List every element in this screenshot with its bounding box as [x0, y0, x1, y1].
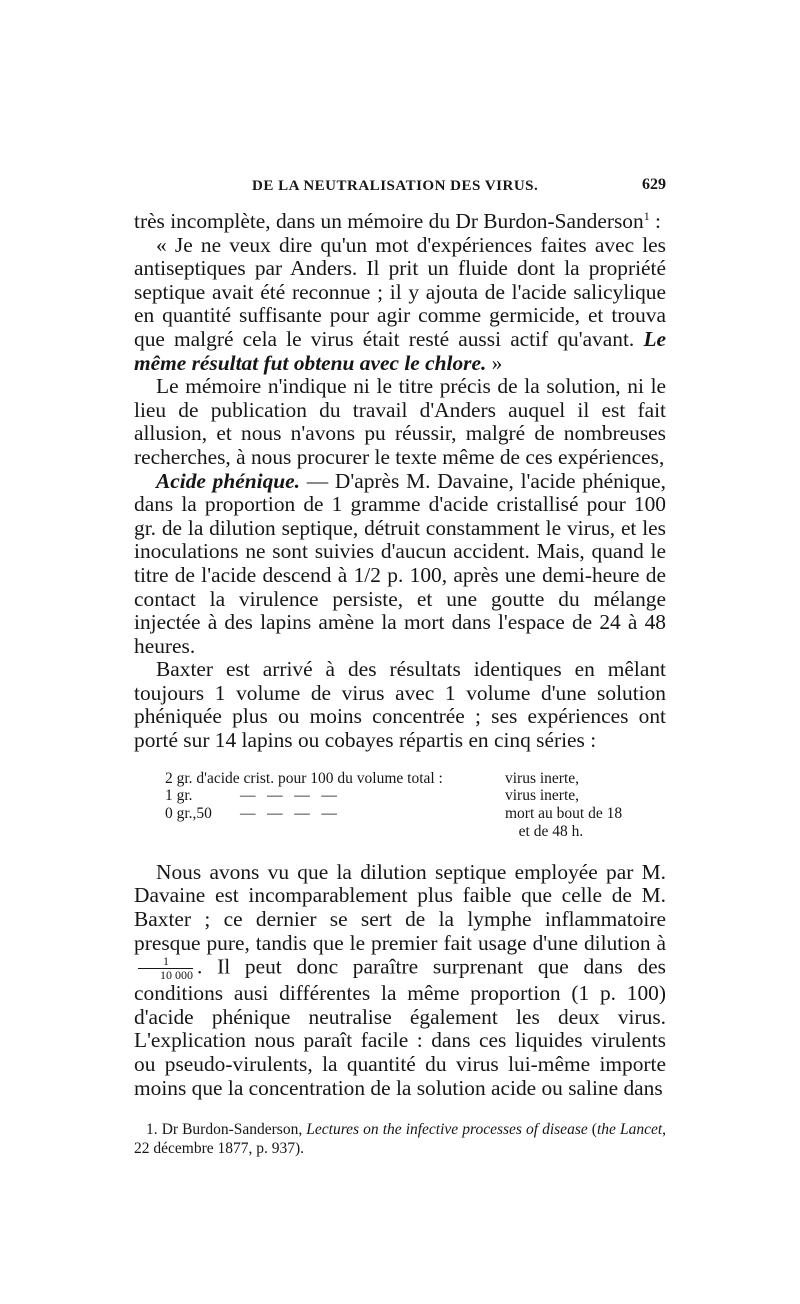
table-cell-result: et de 48 h. — [518, 823, 584, 841]
paragraph-text: : — [649, 209, 661, 233]
paragraph-text: Nous avons vu que la dilution septique employée par M. Davaine est incomparablement plus faible que celle de M. Baxter ; ce dernier se sert de la lymphe inflammatoire presque pure, tandis que le premier fait usage d'une dilution à — [134, 859, 666, 955]
footnote-text: 1. Dr Burdon-Sanderson, Lectures on the infective processes of disease (the Lancet, 22 décembre 1877, p. 937). — [134, 1121, 667, 1158]
table-row — [165, 770, 666, 788]
paragraph: Baxter est arrivé à des résultats identiques en mêlant toujours 1 volume de virus avec 1 volume d'une solution phéniquée plus ou moins concentrée ; ses expériences ont porté sur 14 lapins ou cobayes répartis en cinq séries : — [134, 657, 666, 753]
quotation-paragraph — [134, 234, 666, 376]
section-paragraph-acide-phenique — [134, 470, 666, 659]
footnote-author: Dr Burdon-Sanderson, — [161, 1121, 303, 1139]
paragraph: Le mémoire n'indique ni le titre précis de la solution, ni le lieu de publication du travail d'Anders auquel il est fait allusion, et nous n'avons pu réussir, malgré de nombreuses recherches, à nous procurer le texte même de ces expériences, — [134, 374, 666, 469]
table-row — [165, 787, 666, 805]
table-cell-label — [165, 823, 519, 841]
quotation-close: » — [486, 350, 503, 375]
running-header — [134, 170, 666, 210]
footnote — [134, 1120, 666, 1158]
footnote-source: the Lancet — [596, 1121, 663, 1139]
paragraph — [134, 861, 666, 1100]
body-text — [134, 210, 666, 1100]
quotation-italic-text: Le même résultat fut obtenu avec le chlore. — [134, 326, 666, 375]
paragraph-text: — D'après M. Davaine, l'acide phénique, dans la proportion de 1 gramme d'acide cristallisé pour 100 gr. de la dilution septique, détruit constamment le virus, et les inoculations ne sont suivies d'aucun accident. Mais, quand le titre de l'acide descend à 1/2 p. 100, après une demi-heure de contact la virulence persiste, et une goutte du mélange injectée à des lapins amène la mort dans l'espace de 24 à 48 heures. — [134, 468, 667, 658]
paragraph-continuation — [134, 210, 666, 234]
book-page — [134, 170, 666, 1158]
fraction — [138, 955, 193, 982]
footnote-number: 1. — [146, 1121, 158, 1139]
footnote-source-details: , 22 décembre 1877, p. 937). — [134, 1121, 667, 1158]
section-heading-italic: Acide phénique. — [156, 468, 301, 493]
table-cell-dashes: — — — — — [240, 805, 337, 823]
paragraph-text: . Il peut donc paraître surprenant que dans des conditions ausi différentes la même proportion (1 p. 100) d'acide phénique neutralise également les deux virus. L'explication nous paraît facile : dans ces liquides virulents ou pseudo-virulents, la quantité du virus lui-même importe moins que la concentration de la solution acide ou saline dans — [134, 954, 666, 1100]
table-cell-result: virus inerte, — [505, 787, 580, 805]
page-number: 629 — [642, 176, 666, 193]
quotation-text: « Je ne veux dire qu'un mot d'expériences faites avec les antiseptiques par Anders. Il prit un fluide dont la propriété septique avait été reconnue ; il y ajouta de l'acide salicylique en quantité suffisante pour agir comme germicide, et trouva que malgré cela le virus était resté aussi actif qu'avant. — [134, 232, 666, 351]
table-cell-label: 1 gr. — [165, 787, 193, 805]
fraction-numerator: 1 — [138, 955, 193, 969]
table-cell-result: virus inerte, — [505, 769, 580, 787]
table-row — [165, 823, 666, 841]
running-title: DE LA NEUTRALISATION DES VIRUS. — [252, 178, 539, 194]
footnote-reference: 1 — [643, 208, 650, 223]
table-cell-dashes: — — — — — [240, 787, 337, 805]
table-cell-label: 0 gr.,50 — [165, 805, 212, 823]
table-cell-result: mort au bout de 18 — [505, 805, 623, 823]
fraction-denominator: 10 000 — [160, 968, 193, 983]
results-table — [165, 770, 666, 841]
table-row — [165, 805, 666, 823]
footnote-title: Lectures on the infective processes of disease — [306, 1121, 588, 1139]
paragraph-text: très incomplète, dans un mémoire du Dr Burdon-Sanderson — [134, 209, 644, 233]
table-cell-label: 2 gr. d'acide crist. pour 100 du volume total : — [165, 769, 443, 787]
